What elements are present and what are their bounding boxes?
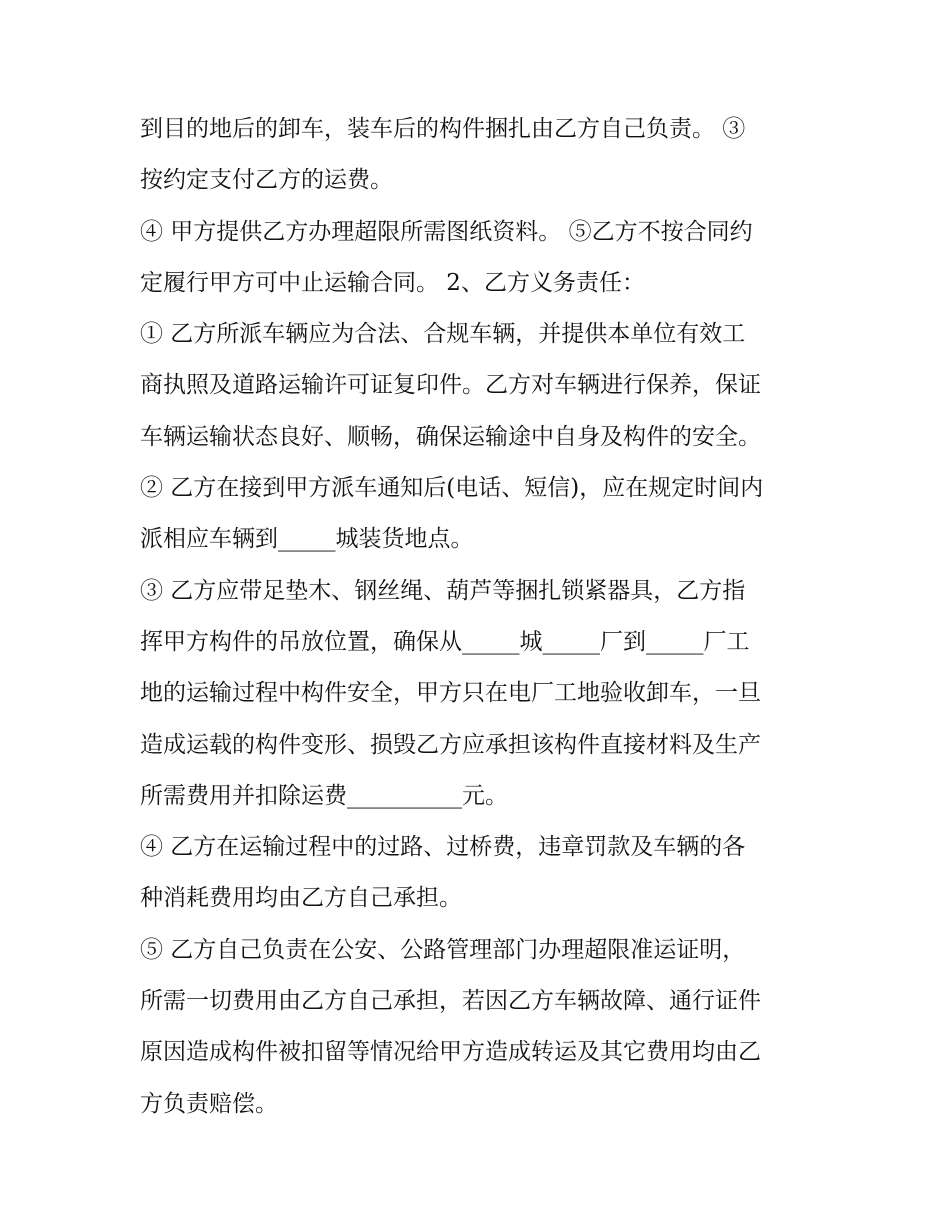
text-line: 所需一切费用由乙方自己承担，若因乙方车辆故障、通行证件 [140,988,761,1015]
text-line: 原因造成构件被扣留等情况给甲方造成转运及其它费用均由乙 [140,1039,761,1066]
text-line: ④ 乙方在运输过程中的过路、过桥费，违章罚款及车辆的各 [140,834,746,861]
text-line: 定履行甲方可中止运输合同。 2、乙方义务责任： [140,269,645,296]
text-line: 按约定支付乙方的运费。 [140,167,393,194]
text-line: ② 乙方在接到甲方派车通知后(电话、短信)，应在规定时间内 [140,475,764,502]
text-line: 方负责赔偿。 [140,1090,278,1117]
text-line: 派相应车辆到_____城装货地点。 [140,526,474,553]
text-line: 到目的地后的卸车，装车后的构件捆扎由乙方自己负责。 ③ [140,116,746,142]
text-line: 所需费用并扣除运费__________元。 [140,782,508,809]
text-line: 造成运载的构件变形、损毁乙方应承担该构件直接材料及生产 [140,731,761,758]
text-line: 挥甲方构件的吊放位置，确保从_____城_____厂到_____厂工 [140,628,750,655]
text-line: ④ 甲方提供乙方办理超限所需图纸资料。 ⑤乙方不按合同约 [140,218,753,245]
text-line: ① 乙方所派车辆应为合法、合规车辆，并提供本单位有效工 [140,321,746,348]
text-line: 地的运输过程中构件安全，甲方只在电厂工地验收卸车，一旦 [140,680,761,707]
text-line: ⑤ 乙方自己负责在公安、公路管理部门办理超限准运证明， [140,936,746,963]
text-line: ③ 乙方应带足垫木、钢丝绳、葫芦等捆扎锁紧器具，乙方指 [140,577,746,604]
text-line: 车辆运输状态良好、顺畅，确保运输途中自身及构件的安全。 [140,423,761,450]
document-body [140,104,820,1130]
text-line: 种消耗费用均由乙方自己承担。 [140,885,462,912]
text-line: 商执照及道路运输许可证复印件。乙方对车辆进行保养，保证 [140,372,761,399]
